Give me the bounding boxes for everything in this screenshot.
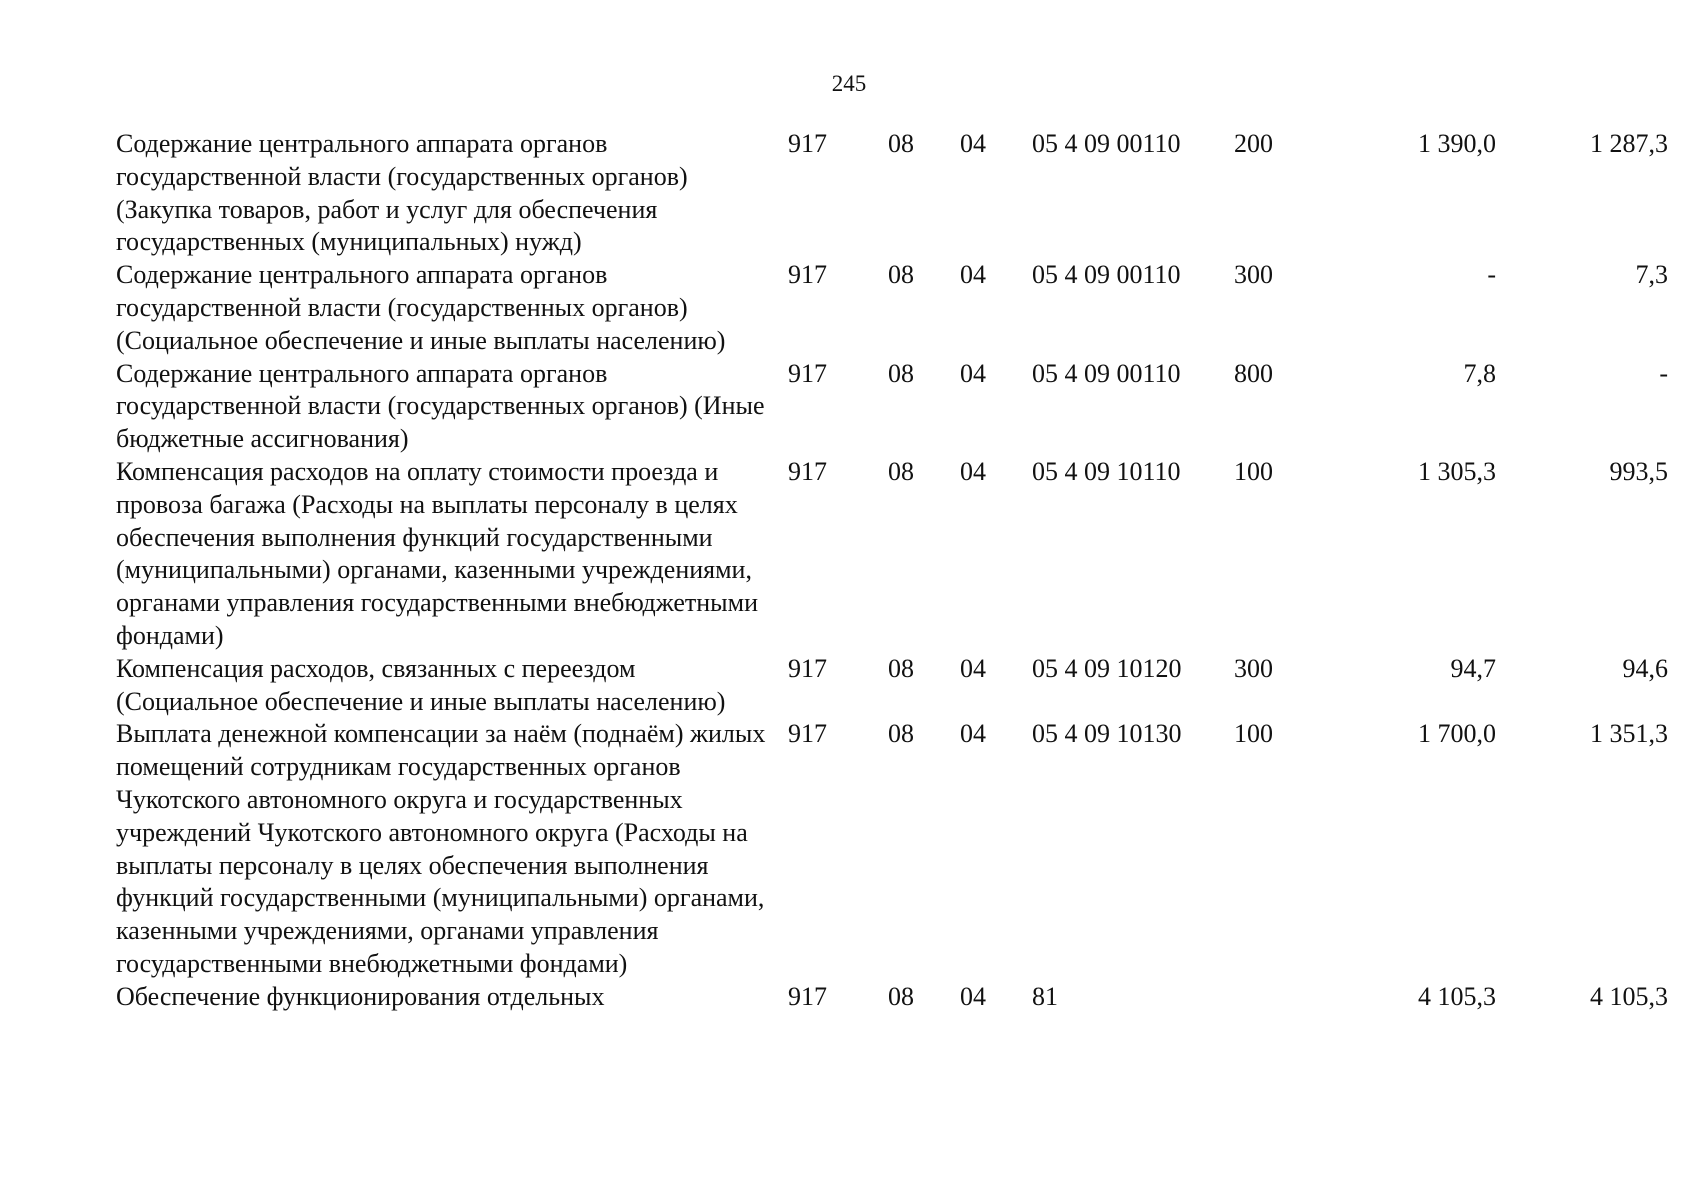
plan-amount-cell: 1 305,3 — [1418, 456, 1496, 486]
target-article-cell: 05 4 09 00110 — [1032, 260, 1181, 290]
executed-amount-cell: 7,3 — [1635, 260, 1668, 290]
expense-type-cell: 100 — [1234, 719, 1273, 749]
expense-name-cell: Компенсация расходов на оплату стоимости проезда и провоза багажа (Расходы на выплаты персоналу в целях обеспечения выполнения функций государственными (муниципальными) органами, казенными учреждениями, органами управления государственными внебюджетными фондами) — [116, 456, 765, 650]
plan-amount-cell: 4 105,3 — [1418, 981, 1496, 1011]
section-code-cell: 08 — [888, 358, 914, 388]
expense-name-cell: Содержание центрального аппарата органов государственной власти (государственных органов) (Социальное обеспечение и иные выплаты населению) — [116, 260, 726, 355]
target-article-cell: 81 — [1032, 981, 1058, 1011]
section-code-cell: 08 — [888, 260, 914, 290]
expense-name-cell: Компенсация расходов, связанных с переездом (Социальное обеспечение и иные выплаты населению) — [116, 653, 726, 716]
expense-type-cell: 100 — [1234, 456, 1273, 486]
subsection-code-cell: 04 — [960, 456, 986, 486]
table-row — [116, 718, 1668, 980]
section-code-cell: 08 — [888, 981, 914, 1011]
expense-type-cell — [1234, 981, 1322, 1014]
plan-amount-cell: 1 390,0 — [1418, 129, 1496, 158]
executed-amount-cell: 1 351,3 — [1590, 719, 1668, 749]
admin-code-cell: 917 — [788, 653, 827, 683]
executed-amount-cell: 1 287,3 — [1590, 129, 1668, 158]
table-row — [116, 653, 1668, 719]
table-row — [116, 358, 1668, 456]
section-code-cell: 08 — [888, 653, 914, 683]
section-code-cell: 08 — [888, 129, 914, 158]
section-code-cell: 08 — [888, 719, 914, 749]
executed-amount-cell: - — [1659, 358, 1668, 388]
expense-type-cell: 300 — [1234, 653, 1273, 683]
subsection-code-cell: 04 — [960, 129, 986, 158]
admin-code-cell: 917 — [788, 981, 827, 1011]
subsection-code-cell: 04 — [960, 260, 986, 290]
admin-code-cell: 917 — [788, 129, 827, 158]
expense-name-cell: Содержание центрального аппарата органов государственной власти (государственных органов) (Иные бюджетные ассигнования) — [116, 358, 771, 454]
page-number: 245 — [831, 71, 867, 96]
budget-table — [116, 128, 1668, 1014]
plan-amount-cell: 7,8 — [1463, 358, 1496, 388]
table-row — [116, 259, 1668, 357]
subsection-code-cell: 04 — [960, 358, 986, 388]
target-article-cell: 05 4 09 00110 — [1032, 129, 1181, 158]
expense-type-cell: 300 — [1234, 260, 1273, 290]
admin-code-cell: 917 — [788, 358, 827, 388]
section-code-cell: 08 — [888, 456, 914, 486]
plan-amount-cell: - — [1487, 260, 1496, 290]
expense-type-cell: 800 — [1234, 358, 1273, 388]
expense-name-cell: Содержание центрального аппарата органов государственной власти (государственных органов) (Закупка товаров, работ и услуг для обеспечения государственных (муниципальных) нужд) — [116, 129, 695, 257]
target-article-cell: 05 4 09 10110 — [1032, 456, 1181, 486]
table-row — [116, 456, 1668, 653]
subsection-code-cell: 04 — [960, 981, 986, 1011]
subsection-code-cell: 04 — [960, 653, 986, 683]
plan-amount-cell: 94,7 — [1450, 653, 1496, 683]
target-article-cell: 05 4 09 00110 — [1032, 358, 1181, 388]
subsection-code-cell: 04 — [960, 719, 986, 749]
expense-type-cell: 200 — [1234, 129, 1273, 158]
executed-amount-cell: 4 105,3 — [1590, 981, 1668, 1011]
admin-code-cell: 917 — [788, 456, 827, 486]
table-row — [116, 128, 1668, 259]
expense-name-cell: Выплата денежной компенсации за наём (поднаём) жилых помещений сотрудникам государственных органов Чукотского автономного округа и государственных учреждений Чукотского автономного округа (Расходы на выплаты персоналу в целях обеспечения выполнения функций государственными (муниципальными) органами, казенными учреждениями, органами управления государственными внебюджетными фондами) — [116, 719, 772, 978]
executed-amount-cell: 94,6 — [1622, 653, 1668, 683]
executed-amount-cell: 993,5 — [1609, 456, 1668, 486]
table-row — [116, 981, 1668, 1014]
admin-code-cell: 917 — [788, 719, 827, 749]
admin-code-cell: 917 — [788, 260, 827, 290]
target-article-cell: 05 4 09 10120 — [1032, 653, 1182, 683]
expense-name-cell: Обеспечение функционирования отдельных — [116, 981, 605, 1011]
plan-amount-cell: 1 700,0 — [1418, 719, 1496, 749]
target-article-cell: 05 4 09 10130 — [1032, 719, 1182, 749]
